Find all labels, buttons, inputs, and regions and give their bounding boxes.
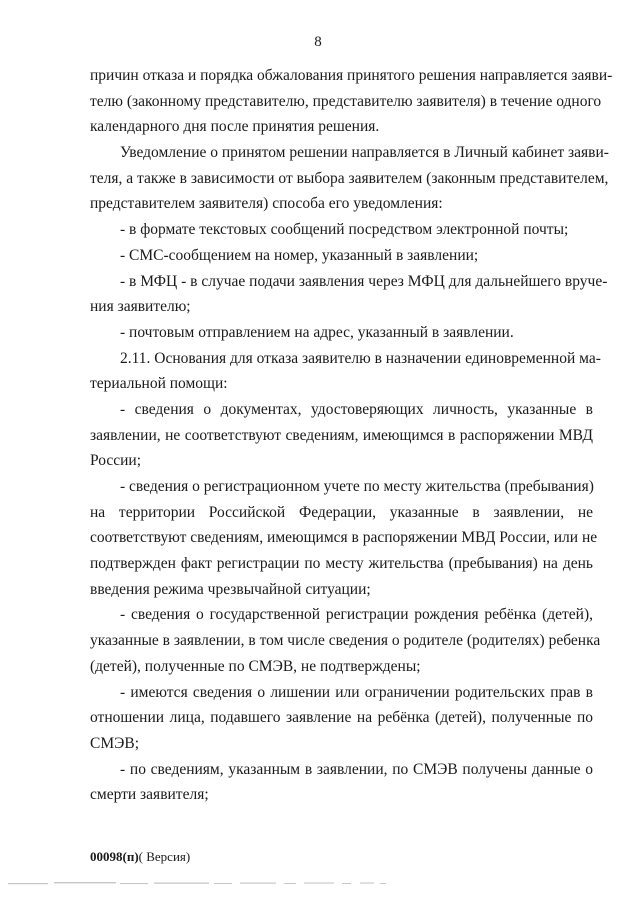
text-line: - по сведениям, указанным в заявлении, по СМЭВ получены данные о bbox=[120, 760, 593, 778]
text-line: - сведения о документах, удостоверяющих личность, указанные в bbox=[120, 400, 593, 418]
text-line: СМЭВ; bbox=[90, 734, 139, 752]
text-line: - почтовым отправлением на адрес, указанный в заявлении. bbox=[120, 323, 514, 341]
scan-artifact bbox=[8, 880, 408, 888]
text-line: - сведения о государственной регистрации рождения ребёнка (детей), bbox=[120, 606, 593, 624]
text-line: - в формате текстовых сообщений посредством электронной почты; bbox=[120, 221, 569, 239]
text-line: подтвержден факт регистрации по месту жительства (пребывания) на день bbox=[90, 555, 593, 573]
text-line: представителем заявителя) способа его уведомления: bbox=[90, 195, 443, 213]
document-body bbox=[90, 63, 613, 808]
text-line: - сведения о регистрационном учете по месту жительства (пребывания) bbox=[120, 478, 594, 495]
text-line: России; bbox=[90, 452, 142, 470]
text-line: соответствуют сведениям, имеющимся в распоряжении МВД России, или не bbox=[90, 529, 598, 547]
document-code bbox=[90, 849, 190, 865]
page-number: 8 bbox=[314, 34, 322, 50]
text-line: - в МФЦ - в случае подачи заявления через МФЦ для дальнейшего вруче- bbox=[120, 272, 608, 290]
text-line: 2.11. Основания для отказа заявителю в назначении единовременной ма- bbox=[120, 349, 601, 367]
text-line: заявлении, не соответствуют сведениям, имеющимся в распоряжении МВД bbox=[90, 426, 593, 444]
text-line: - имеются сведения о лишении или ограничении родительских прав в bbox=[120, 683, 593, 701]
document-version: ( Версия) bbox=[138, 849, 191, 864]
text-line: - СМС-сообщением на номер, указанный в заявлении; bbox=[120, 246, 479, 264]
text-line: смерти заявителя; bbox=[90, 786, 209, 804]
text-line: указанные в заявлении, в том числе сведения о родителе (родителях) ребенка bbox=[90, 632, 601, 650]
text-line: причин отказа и порядка обжалования принятого решения направляется заяви- bbox=[90, 67, 613, 84]
document-code-number: 00098(п) bbox=[90, 849, 139, 864]
text-line: отношении лица, подавшего заявление на ребёнка (детей), полученные по bbox=[90, 709, 593, 727]
text-line: на территории Российской Федерации, указанные в заявлении, не bbox=[90, 503, 593, 521]
text-line: теля, а также в зависимости от выбора заявителем (законным представителем, bbox=[90, 169, 609, 187]
text-line: Уведомление о принятом решении направляется в Личный кабинет заяви- bbox=[120, 144, 609, 162]
text-line: ния заявителю; bbox=[90, 298, 191, 316]
text-line: телю (законному представителю, представителю заявителя) в течение одного bbox=[90, 92, 602, 110]
text-line: календарного дня после принятия решения. bbox=[90, 118, 380, 136]
text-line: (детей), полученные по СМЭВ, не подтверждены; bbox=[90, 657, 421, 675]
text-line: введения режима чрезвычайной ситуации; bbox=[90, 580, 371, 598]
text-line: териальной помощи: bbox=[90, 375, 228, 393]
